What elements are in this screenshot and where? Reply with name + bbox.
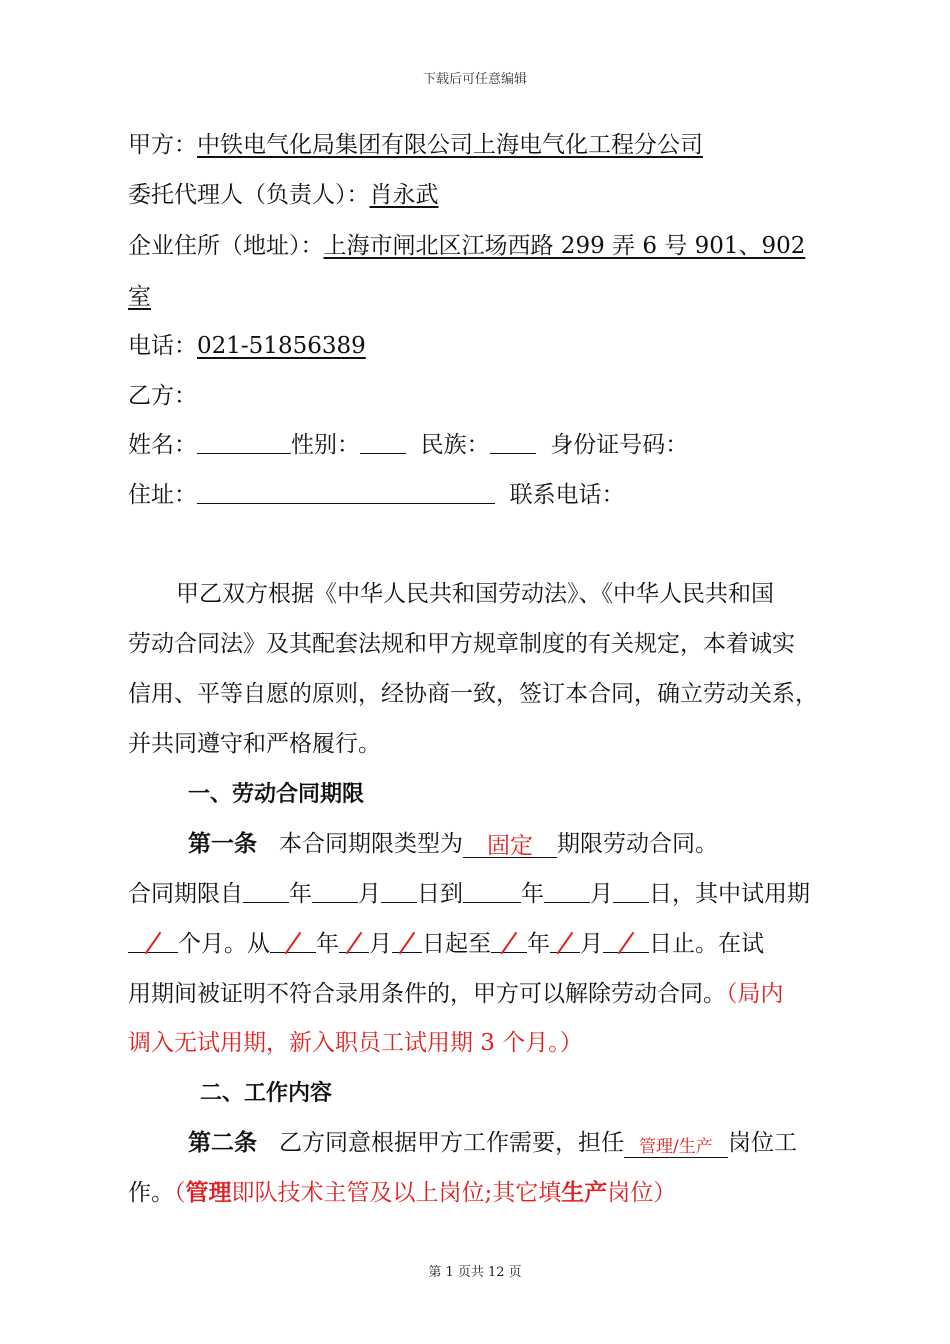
article-1-line	[188, 829, 718, 859]
article-2-text-after: 岗位工	[727, 1130, 797, 1156]
probation-text-line	[128, 979, 784, 1009]
prob-start-month-blank[interactable]	[339, 930, 369, 953]
probation-months-blank[interactable]	[128, 930, 178, 953]
year-label: 年	[316, 931, 339, 957]
article-2-line-2	[128, 1178, 676, 1208]
section-1-title: 一、劳动合同期限	[188, 782, 365, 807]
article-2-label: 第二条	[188, 1130, 257, 1156]
page-header: 下载后可任意编辑	[422, 72, 527, 87]
start-month-blank[interactable]	[312, 880, 358, 903]
day-end-label: 日止。在试	[649, 931, 764, 957]
preamble-line-2: 劳动合同法》及其配套法规和甲方规章制度的有关规定，本着诚实	[128, 631, 795, 657]
start-year-blank[interactable]	[243, 880, 289, 903]
month-label: 月	[580, 931, 603, 957]
probation-note-2: 调入无试用期，新入职员工试用期 3 个月。）	[128, 1030, 583, 1056]
id-label: 身份证号码：	[550, 432, 689, 458]
ethnicity-label: 民族：	[420, 432, 490, 458]
preamble-line-1: 甲乙双方根据《中华人民共和国劳动法》、《中华人民共和国	[176, 581, 774, 607]
year-label: 年	[521, 881, 544, 907]
months-from-label: 个月。从	[178, 931, 270, 957]
address-line	[128, 231, 805, 261]
note-production: 生产	[561, 1180, 608, 1206]
slash-mark	[557, 932, 574, 954]
prob-end-year-blank[interactable]	[491, 930, 527, 953]
prob-start-day-blank[interactable]	[392, 930, 422, 953]
phone-label: 电话：	[128, 333, 197, 359]
end-day-blank[interactable]	[613, 880, 649, 903]
article-2-line	[188, 1128, 797, 1158]
slash-mark	[346, 932, 363, 954]
phone-line	[128, 331, 366, 361]
contact-label: 联系电话：	[509, 482, 625, 508]
party-b-info-line	[128, 430, 688, 460]
name-blank[interactable]	[197, 431, 291, 454]
slash-mark	[501, 932, 518, 954]
end-month-blank[interactable]	[544, 880, 590, 903]
slash-mark	[399, 932, 416, 954]
prob-end-month-blank[interactable]	[550, 930, 580, 953]
probation-text: 用期间被证明不符合录用条件的，甲方可以解除劳动合同。	[128, 981, 726, 1007]
end-year-blank[interactable]	[463, 880, 521, 903]
note-end: 岗位）	[607, 1180, 677, 1206]
term-type-value: 固定	[486, 833, 533, 859]
preamble-line-3: 信用、平等自愿的原则，经协商一致，签订本合同，确立劳动关系，	[128, 681, 818, 707]
b-address-blank[interactable]	[197, 481, 495, 504]
party-a-label: 甲方：	[128, 132, 197, 158]
note-management: 管理	[185, 1180, 232, 1206]
article-2-text: 乙方同意根据甲方工作需要，担任	[278, 1130, 624, 1156]
gender-label: 性别：	[291, 432, 360, 458]
article-1-text-after: 期限劳动合同。	[556, 831, 718, 857]
day-to-label: 日到	[417, 881, 463, 907]
note-open: （	[174, 1180, 186, 1206]
article-1-label: 第一条	[188, 831, 257, 857]
article-1-text: 本合同期限类型为	[278, 831, 463, 857]
term-type-field[interactable]	[463, 835, 557, 858]
year-label: 年	[527, 931, 550, 957]
party-a-name: 中铁电气化局集团有限公司上海电气化工程分公司	[197, 132, 703, 158]
prob-end-day-blank[interactable]	[603, 930, 649, 953]
probation-line	[128, 929, 764, 959]
period-from-label: 合同期限自	[128, 881, 243, 907]
day-start-to-label: 日起至	[422, 931, 491, 957]
agent-line	[128, 180, 439, 210]
slash-mark	[145, 932, 162, 954]
prob-start-year-blank[interactable]	[270, 930, 316, 953]
address-value-1: 上海市闸北区江场西路 299 弄 6 号 901、902	[323, 233, 806, 259]
b-address-label: 住址：	[128, 482, 197, 508]
note-mid: 即队技术主管及以上岗位;其它填	[231, 1180, 562, 1206]
party-b-address-line	[128, 480, 625, 510]
month-label: 月	[358, 881, 381, 907]
page-footer: 第 1 页共 12 页	[428, 1265, 522, 1280]
slash-mark	[618, 932, 635, 954]
period-line	[128, 879, 810, 909]
start-day-blank[interactable]	[381, 880, 417, 903]
address-value-2: 室	[128, 284, 151, 310]
gender-blank[interactable]	[360, 431, 406, 454]
preamble-line-4: 并共同遵守和严格履行。	[128, 731, 381, 757]
address-label: 企业住所（地址）：	[128, 233, 324, 259]
month-label: 月	[590, 881, 613, 907]
ethnicity-blank[interactable]	[490, 431, 536, 454]
name-label: 姓名：	[128, 432, 197, 458]
day-probation-label: 日，其中试用期	[649, 881, 810, 907]
article-2-prefix: 作。	[128, 1180, 174, 1206]
slash-mark	[285, 932, 302, 954]
agent-name: 肖永武	[369, 182, 439, 208]
month-label: 月	[369, 931, 392, 957]
agent-label: 委托代理人（负责人）：	[128, 182, 370, 208]
address-line-2	[128, 282, 151, 312]
year-label: 年	[289, 881, 312, 907]
party-b-label: 乙方：	[128, 383, 197, 409]
position-value: 管理/生产	[639, 1137, 713, 1157]
party-a-line	[128, 130, 703, 160]
position-field[interactable]	[624, 1135, 728, 1158]
phone-value: 021-51856389	[197, 333, 366, 359]
probation-note-1: （局内	[726, 981, 784, 1007]
section-2-title: 二、工作内容	[200, 1081, 333, 1106]
